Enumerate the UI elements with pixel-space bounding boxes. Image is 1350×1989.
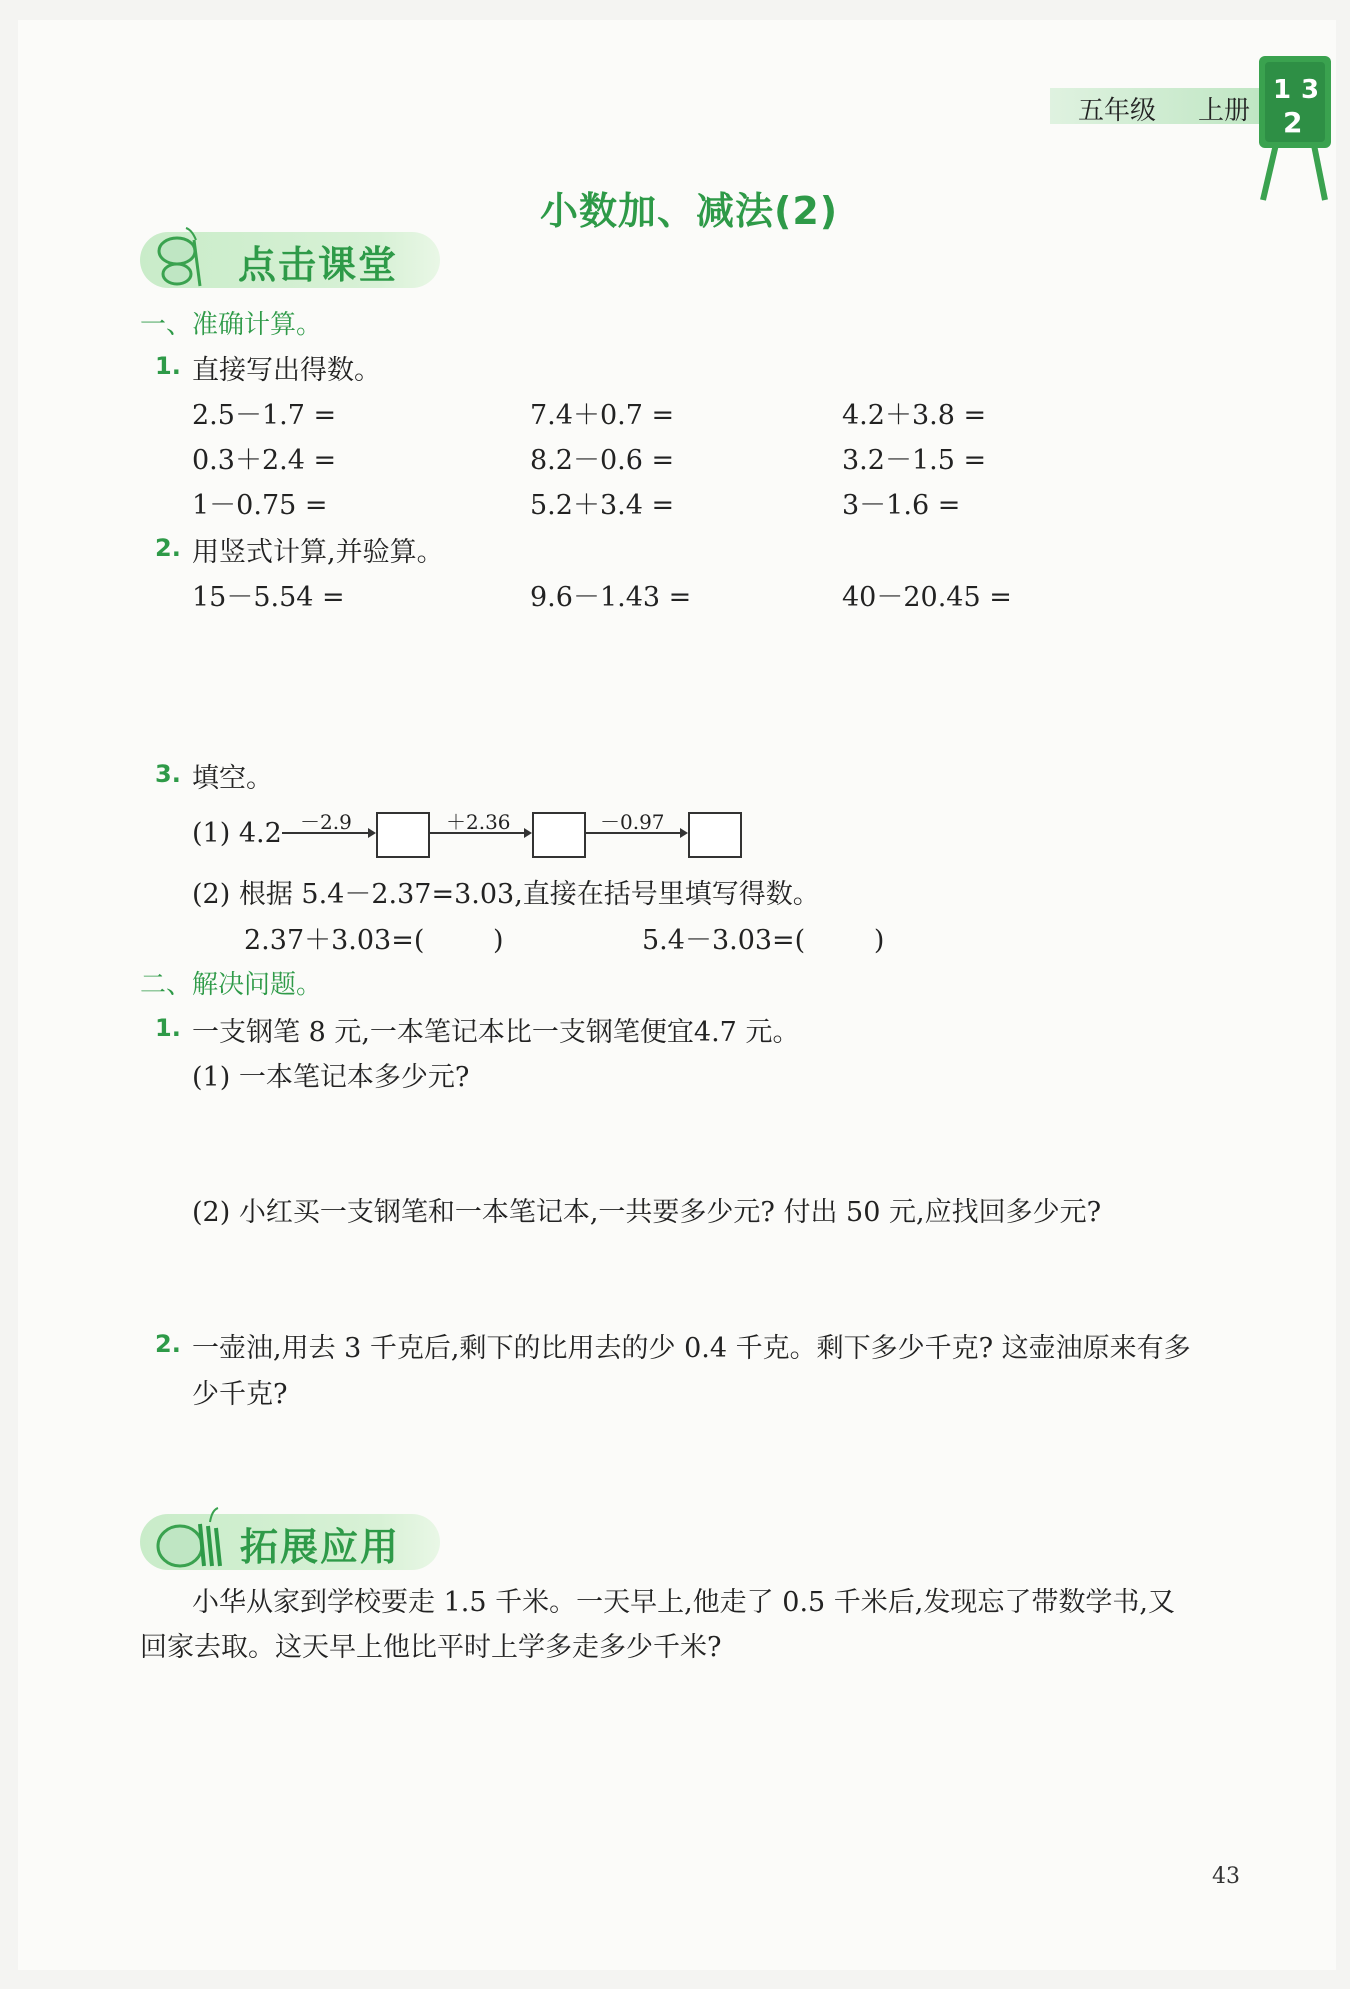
- q3-sub2-label: (2) 根据 5.4－2.37=3.03,直接在括号里填写得数。: [192, 879, 820, 910]
- p1-sub1: (1) 一本笔记本多少元?: [192, 1062, 470, 1093]
- extension-line1: 小华从家到学校要走 1.5 千米。一天早上,他走了 0.5 千米后,发现忘了带数学书,又: [192, 1587, 1175, 1618]
- q3-instruction: 填空。: [192, 763, 273, 794]
- badge-digit-2: 3: [1301, 75, 1320, 105]
- arrow-1: [282, 826, 376, 840]
- q1-expr: 7.4＋0.7 =: [530, 400, 675, 431]
- q3-sub1-label: (1) 4.2: [192, 818, 282, 849]
- q3-sub2-item: 5.4－3.03=( ): [642, 925, 885, 956]
- chalkboard-icon: [1255, 50, 1335, 205]
- butterfly-icon: [152, 226, 232, 296]
- p2-line2: 少千克?: [192, 1379, 288, 1410]
- part2-heading: 二、解决问题。: [140, 970, 323, 1000]
- q1-expr: 5.2＋3.4 =: [530, 490, 675, 521]
- q2-expr: 40－20.45 =: [842, 582, 1012, 613]
- answer-box-3[interactable]: [688, 812, 742, 858]
- q3-number: 3.: [155, 760, 181, 788]
- snail-icon: [150, 1504, 232, 1576]
- q1-expr: 0.3＋2.4 =: [192, 445, 337, 476]
- q1-expr: 1－0.75 =: [192, 490, 328, 521]
- part1-heading: 一、准确计算。: [140, 310, 323, 340]
- q1-expr: 3－1.6 =: [842, 490, 961, 521]
- volume-label: 上册: [1198, 96, 1251, 126]
- q1-expr: 8.2－0.6 =: [530, 445, 675, 476]
- page-number: 43: [1212, 1864, 1240, 1889]
- classroom-banner-title: 点击课堂: [238, 243, 399, 287]
- p1-sub2: (2) 小红买一支钢笔和一本笔记本,一共要多少元? 付出 50 元,应找回多少元?: [192, 1197, 1102, 1228]
- arrow-2: [430, 826, 532, 840]
- q2-number: 2.: [155, 534, 181, 562]
- arrow-3: [586, 826, 688, 840]
- q3-sub2-item: 2.37＋3.03=( ): [244, 925, 504, 956]
- q1-number: 1.: [155, 352, 181, 380]
- q2-expr: 9.6－1.43 =: [530, 582, 692, 613]
- p1-text: 一支钢笔 8 元,一本笔记本比一支钢笔便宜4.7 元。: [192, 1017, 800, 1048]
- extension-banner-title: 拓展应用: [240, 1525, 401, 1569]
- q3-op-1: －2.9: [300, 810, 352, 834]
- p1-number: 1.: [155, 1014, 181, 1042]
- answer-box-2[interactable]: [532, 812, 586, 858]
- badge-digit-1: 1: [1273, 75, 1292, 105]
- p2-line1: 一壶油,用去 3 千克后,剩下的比用去的少 0.4 千克。剩下多少千克? 这壶油原来有多: [192, 1333, 1191, 1364]
- badge-digit-3: 2: [1283, 106, 1303, 139]
- q1-expr: 3.2－1.5 =: [842, 445, 987, 476]
- q3-op-3: －0.97: [600, 810, 665, 834]
- extension-line2: 回家去取。这天早上他比平时上学多走多少千米?: [140, 1632, 722, 1663]
- q3-op-2: ＋2.36: [446, 810, 511, 834]
- page-title: 小数加、减法(2): [540, 189, 839, 233]
- q1-expr: 4.2＋3.8 =: [842, 400, 987, 431]
- q1-expr: 2.5－1.7 =: [192, 400, 337, 431]
- p2-number: 2.: [155, 1330, 181, 1358]
- answer-box-1[interactable]: [376, 812, 430, 858]
- q1-instruction: 直接写出得数。: [192, 355, 381, 386]
- q2-expr: 15－5.54 =: [192, 582, 345, 613]
- q2-instruction: 用竖式计算,并验算。: [192, 537, 444, 568]
- grade-label: 五年级: [1078, 96, 1157, 126]
